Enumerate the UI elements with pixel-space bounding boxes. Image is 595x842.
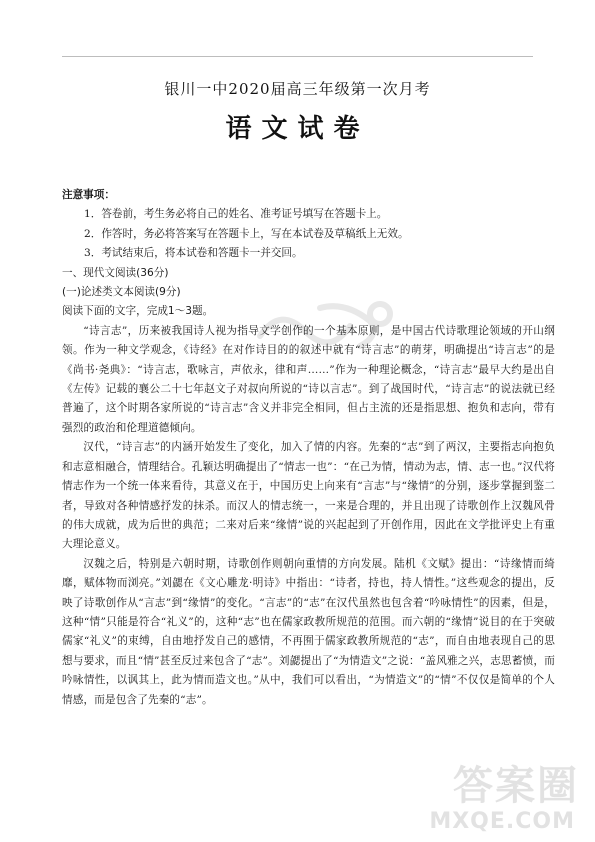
passage-paragraph-2: 汉代，“诗言志”的内涵开始发生了变化，加入了情的内容。先秦的“志”到了两汉，主要指志向抱负和志意相融合，情理结合。孔颖达明确提出了“情志一也”：“在己为情，情动为志，情、志一也。”汉代将情志作为一个统一体来看待，其意义在于，中国历史上向来有“言志”与“缘情”的分别，逐步掌握到鉴二者，导致对各种情感抒发的抹杀。而汉人的情志统一，一来是合理的，并且出现了诗歌创作上汉魏风骨的伟大成就，成为后世的典范；二来对后来“缘情”说的兴起起到了开创作用，因此在文学批评史上有重大理论意义。 xyxy=(62,441,555,551)
reading-instruction: 阅读下面的文字，完成1～3题。 xyxy=(62,305,214,318)
watermark-logo: 答案圈 xyxy=(453,763,579,809)
notice-item-1: 1．答卷前，考生务必将自己的姓名、准考证号填写在答题卡上。 xyxy=(84,208,388,221)
notice-heading: 注意事项： xyxy=(62,189,115,201)
section-subtitle: (一)论述类文本阅读(9分) xyxy=(62,286,181,299)
corner-watermark xyxy=(415,754,585,834)
passage-paragraph-3: 汉魏之后，特别是六朝时期，诗歌创作则朝向重情的方向发展。陆机《文赋》提出：“诗缘情而绮靡，赋体物而浏亮。”刘勰在《文心雕龙·明诗》中指出：“诗者，持也，持人情性。”这些观念的提出，反映了诗歌创作从“言志”到“缘情”的变化。“言志”的“志”在汉代虽然也包含着“吟咏情性”的因素，但是，这种“情”只能是符合“礼义”的，这种“志”也在儒家政教所规范的范围。而六朝的“缘情”说目的在于突破儒家“礼义”的束缚，自由地抒发自己的感情，不再囿于儒家政教所规范的“志”，而自由地表现自己的思想与要求，而且“情”甚至反过来包含了“志”。刘勰提出了“为情造文”之说：“盖风雅之兴，志思蓄愤，而吟咏情性，以讽其上，此为情而造文也。”从中，我们可以看出，“为情造文”的“情”不仅仅是简单的个人情感，而是包含了先秦的“志”。 xyxy=(62,557,555,706)
notice-item-3: 3．考试结束后，将本试卷和答题卡一并交回。 xyxy=(84,247,303,260)
paper-title: 语文试卷 xyxy=(225,114,370,144)
section-title: 一、现代文阅读(36分) xyxy=(62,266,169,279)
passage-paragraph-1: “诗言志”，历来被我国诗人视为指导文学创作的一个基本原则，是中国古代诗歌理论领域的开山纲领。作为一种文学观念，《诗经》在对作诗目的的叙述中就有“诗言志”的萌芽，明确提出“诗言志”的是《尚书·尧典》：“诗言志，歌咏言，声依永，律和声……”作为一种理论概念，“诗言志”最早大约是出自《左传》记载的襄公二十七年赵文子对叔向所说的“诗以言志”。到了战国时代，“诗言志”的说法就已经普遍了，这个时期各家所说的“诗言志”含义并非完全相同，但占主流的还是指思想、抱负和志向，带有强烈的政治和伦理道德倾向。 xyxy=(62,324,555,434)
paper-body xyxy=(62,186,555,710)
header-rule xyxy=(62,56,533,57)
notice-item-2: 2．作答时，务必将答案写在答题卡上，写在本试卷及草稿纸上无效。 xyxy=(84,227,409,240)
exam-title: 银川一中2020届高三年级第一次月考 xyxy=(164,80,431,98)
watermark-url: MXQE.COM xyxy=(429,809,575,834)
